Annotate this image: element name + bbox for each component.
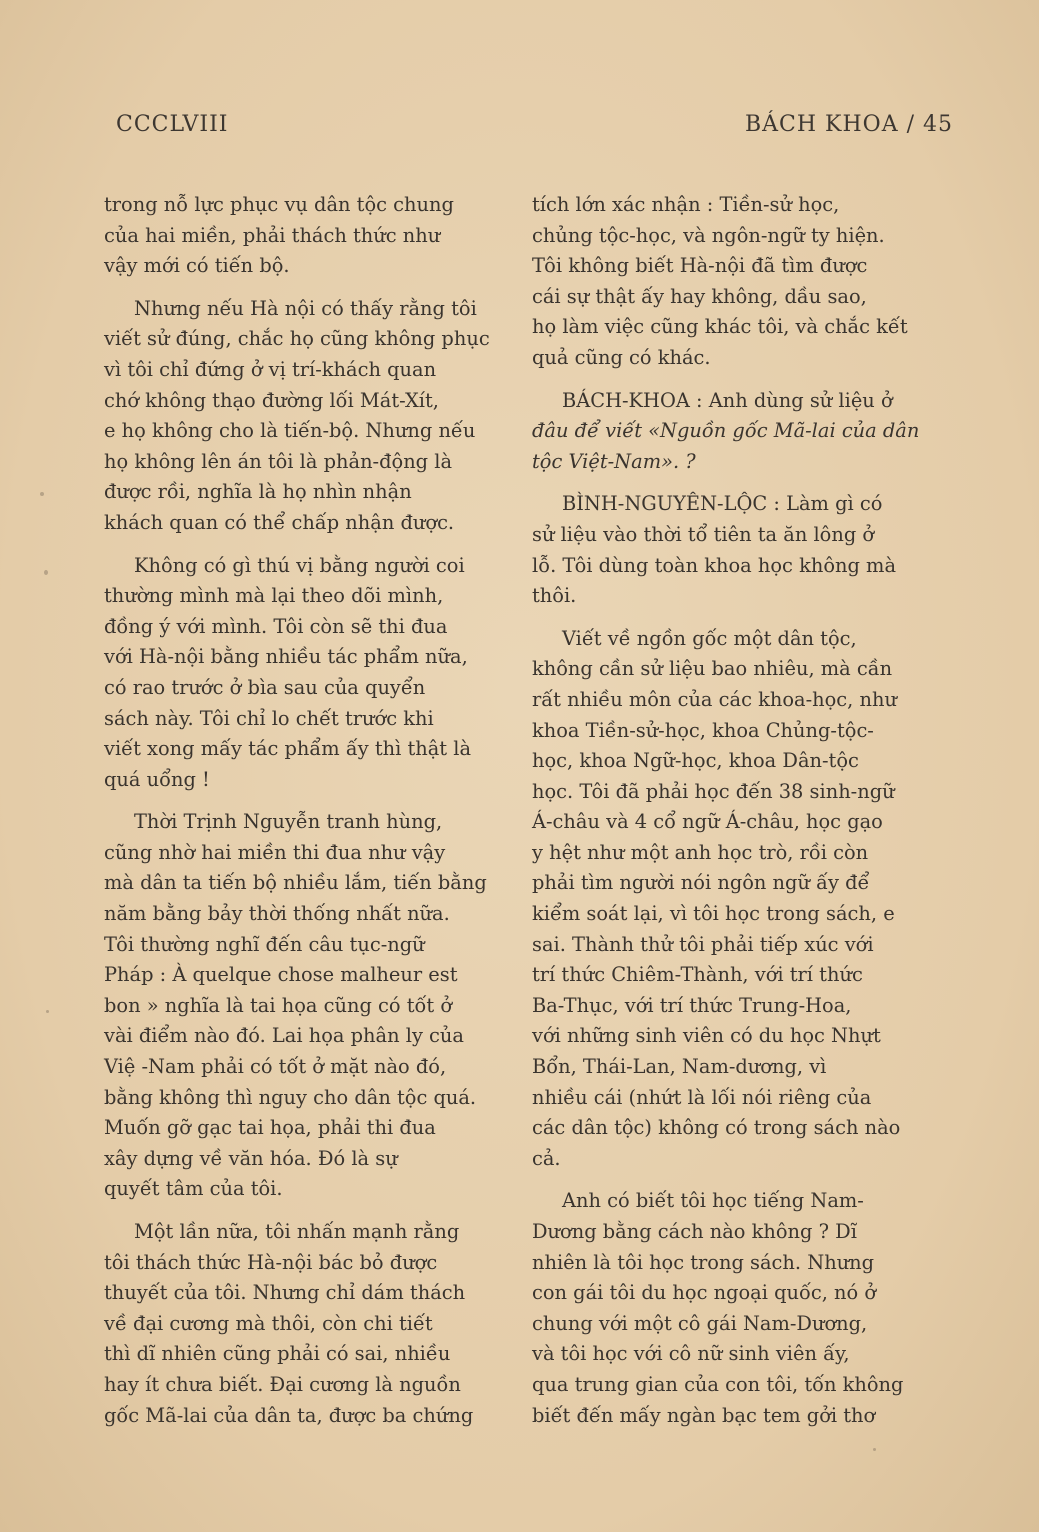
text-line: nhiên là tôi học trong sách. Nhưng (532, 1250, 875, 1274)
running-header: BÁCH KHOA / 45 (744, 112, 953, 137)
text-line: được rồi, nghĩa là họ nhìn nhận (104, 480, 412, 504)
text-line: Pháp : À quelque chose malheur est (104, 963, 458, 987)
paragraph (104, 294, 518, 539)
text-line: khách quan có thể chấp nhận được. (104, 510, 455, 534)
text-line: Thời Trịnh Nguyễn tranh hùng, (134, 810, 443, 834)
text-line: mà dân ta tiến bộ nhiều lắm, tiến bằng (104, 871, 487, 895)
text-line: Muốn gỡ gạc tai họa, phải thi đua (104, 1116, 436, 1140)
text-line: chủng tộc-học, và ngôn-ngữ ty hiện. (532, 223, 885, 247)
text-line: quả cũng có khác. (532, 345, 711, 369)
text-line: bằng không thì nguy cho dân tộc quá. (104, 1085, 477, 1109)
text-line: của hai miền, phải thách thức như (104, 223, 441, 247)
paragraph (532, 386, 952, 478)
text-line: hay ít chưa biết. Đại cương là nguồn (104, 1372, 461, 1396)
paragraph (532, 624, 952, 1175)
text-line: vậy mới có tiến bộ. (104, 254, 290, 278)
text-line: gốc Mã-lai của dân ta, được ba chứng (104, 1403, 474, 1427)
paper-speck (44, 570, 48, 575)
text-line: e họ không cho là tiến-bộ. Nhưng nếu (104, 419, 476, 443)
text-line: học. Tôi đã phải học đến 38 sinh-ngữ (532, 779, 895, 803)
text-line: BÌNH-NGUYÊN-LỘC : Làm gì có (562, 492, 883, 516)
text-line: trong nỗ lực phục vụ dân tộc chung (104, 193, 454, 216)
text-line: tôi thách thức Hà-nội bác bỏ được (104, 1250, 438, 1274)
text-line: các dân tộc) không có trong sách nào (532, 1116, 901, 1140)
text-line: Ba-Thục, với trí thức Trung-Hoa, (532, 993, 852, 1017)
paragraph (532, 489, 952, 611)
text-line: sai. Thành thử tôi phải tiếp xúc với (532, 932, 874, 956)
text-line: với những sinh viên có du học Nhựt (532, 1024, 881, 1048)
paragraph (104, 190, 518, 282)
text-line: nhiều cái (nhứt là lối nói riêng của (532, 1085, 872, 1109)
text-line: Không có gì thú vị bằng người coi (134, 553, 465, 577)
text-line: con gái tôi du học ngoại quốc, nó ở (532, 1281, 877, 1305)
text-line: xây dựng về văn hóa. Đó là sự (104, 1146, 398, 1170)
text-line: tích lớn xác nhận : Tiền-sử học, (532, 193, 840, 216)
text-line: thì dĩ nhiên cũng phải có sai, nhiều (104, 1342, 451, 1366)
paper-speck (40, 492, 44, 496)
text-line: thường mình mà lại theo dõi mình, (104, 584, 444, 608)
text-line: khoa Tiền-sử-học, khoa Chủng-tộc- (532, 718, 874, 742)
text-line: về đại cương mà thôi, còn chi tiết (104, 1311, 433, 1335)
left-column (104, 190, 518, 1443)
text-line: biết đến mấy ngàn bạc tem gởi thơ (532, 1403, 876, 1427)
text-line: viết xong mấy tác phẩm ấy thì thật là (104, 737, 472, 761)
paragraph (532, 1186, 952, 1431)
text-line: Á-châu và 4 cổ ngữ Á-châu, học gạo (532, 810, 883, 834)
paper-speck (873, 1448, 876, 1451)
text-line: cái sự thật ấy hay không, dầu sao, (532, 284, 867, 308)
text-line: đâu để viết «Nguồn gốc Mã-lai của dân (532, 419, 920, 443)
text-line: Nhưng nếu Hà nội có thấy rằng tôi (134, 296, 477, 320)
text-line: quyết tâm của tôi. (104, 1177, 283, 1201)
text-line: Tôi không biết Hà-nội đã tìm được (532, 254, 868, 278)
text-line: chung với một cô gái Nam-Dương, (532, 1311, 868, 1335)
text-line: sử liệu vào thời tổ tiên ta ăn lông ở (532, 522, 875, 546)
paragraph (532, 190, 952, 374)
text-line: họ không lên án tôi là phản-động là (104, 449, 453, 473)
text-line: có rao trước ở bìa sau của quyển (104, 675, 426, 699)
text-line: y hệt như một anh học trò, rồi còn (532, 840, 869, 864)
text-line: kiểm soát lại, vì tôi học trong sách, e (532, 902, 895, 926)
text-line: chớ không thạo đường lối Mát-Xít, (104, 388, 439, 412)
text-line: sách này. Tôi chỉ lo chết trước khi (104, 706, 434, 730)
right-column (532, 190, 952, 1443)
paragraph (104, 807, 518, 1205)
text-line: họ làm việc cũng khác tôi, và chắc kết (532, 315, 908, 339)
text-line: viết sử đúng, chắc họ cũng không phục (104, 327, 490, 351)
text-line: trí thức Chiêm-Thành, với trí thức (532, 963, 863, 987)
paragraph (104, 1217, 518, 1431)
text-line: cả. (532, 1146, 561, 1170)
text-line: năm bằng bảy thời thống nhất nữa. (104, 902, 450, 926)
text-line: phải tìm người nói ngôn ngữ ấy để (532, 871, 870, 895)
text-line: cũng nhờ hai miền thi đua như vậy (104, 840, 446, 864)
text-line: quá uổng ! (104, 767, 210, 791)
text-line: thôi. (532, 584, 577, 608)
paragraph (104, 551, 518, 796)
text-line: và tôi học với cô nữ sinh viên ấy, (532, 1342, 850, 1366)
text-line: Tôi thường nghĩ đến câu tục-ngữ (104, 932, 425, 956)
paper-speck (46, 1010, 49, 1013)
text-line: Anh có biết tôi học tiếng Nam- (562, 1189, 864, 1213)
text-line: vì tôi chỉ đứng ở vị trí-khách quan (104, 357, 437, 381)
text-line: qua trung gian của con tôi, tốn không (532, 1372, 904, 1396)
text-line: lỗ. Tôi dùng toàn khoa học không mà (532, 553, 897, 577)
text-line: Viết về ngồn gốc một dân tộc, (562, 626, 857, 650)
text-line: rất nhiều môn của các khoa-học, như (532, 687, 897, 711)
text-line: Một lần nữa, tôi nhấn mạnh rằng (134, 1220, 460, 1243)
text-line: với Hà-nội bằng nhiều tác phẩm nữa, (104, 645, 468, 669)
text-line: BÁCH-KHOA : Anh dùng sử liệu ở (562, 388, 893, 412)
text-line: học, khoa Ngữ-học, khoa Dân-tộc (532, 749, 859, 773)
text-line: bon » nghĩa là tai họa cũng có tốt ở (104, 993, 453, 1017)
text-line: thuyết của tôi. Nhưng chỉ dám thách (104, 1281, 466, 1305)
text-line: vài điểm nào đó. Lai họa phân ly của (104, 1024, 464, 1048)
text-line: đồng ý với mình. Tôi còn sẽ thi đua (104, 614, 448, 638)
page-number-roman: CCCLVIII (116, 112, 229, 137)
text-line: Dương bằng cách nào không ? Dĩ (532, 1220, 857, 1243)
text-line: Bổn, Thái-Lan, Nam-dương, vì (532, 1055, 827, 1079)
text-line: không cần sử liệu bao nhiêu, mà cần (532, 657, 893, 681)
text-line: tộc Việt-Nam». ? (532, 449, 696, 473)
text-line: Việ -Nam phải có tốt ở mặt nào đó, (104, 1055, 447, 1079)
